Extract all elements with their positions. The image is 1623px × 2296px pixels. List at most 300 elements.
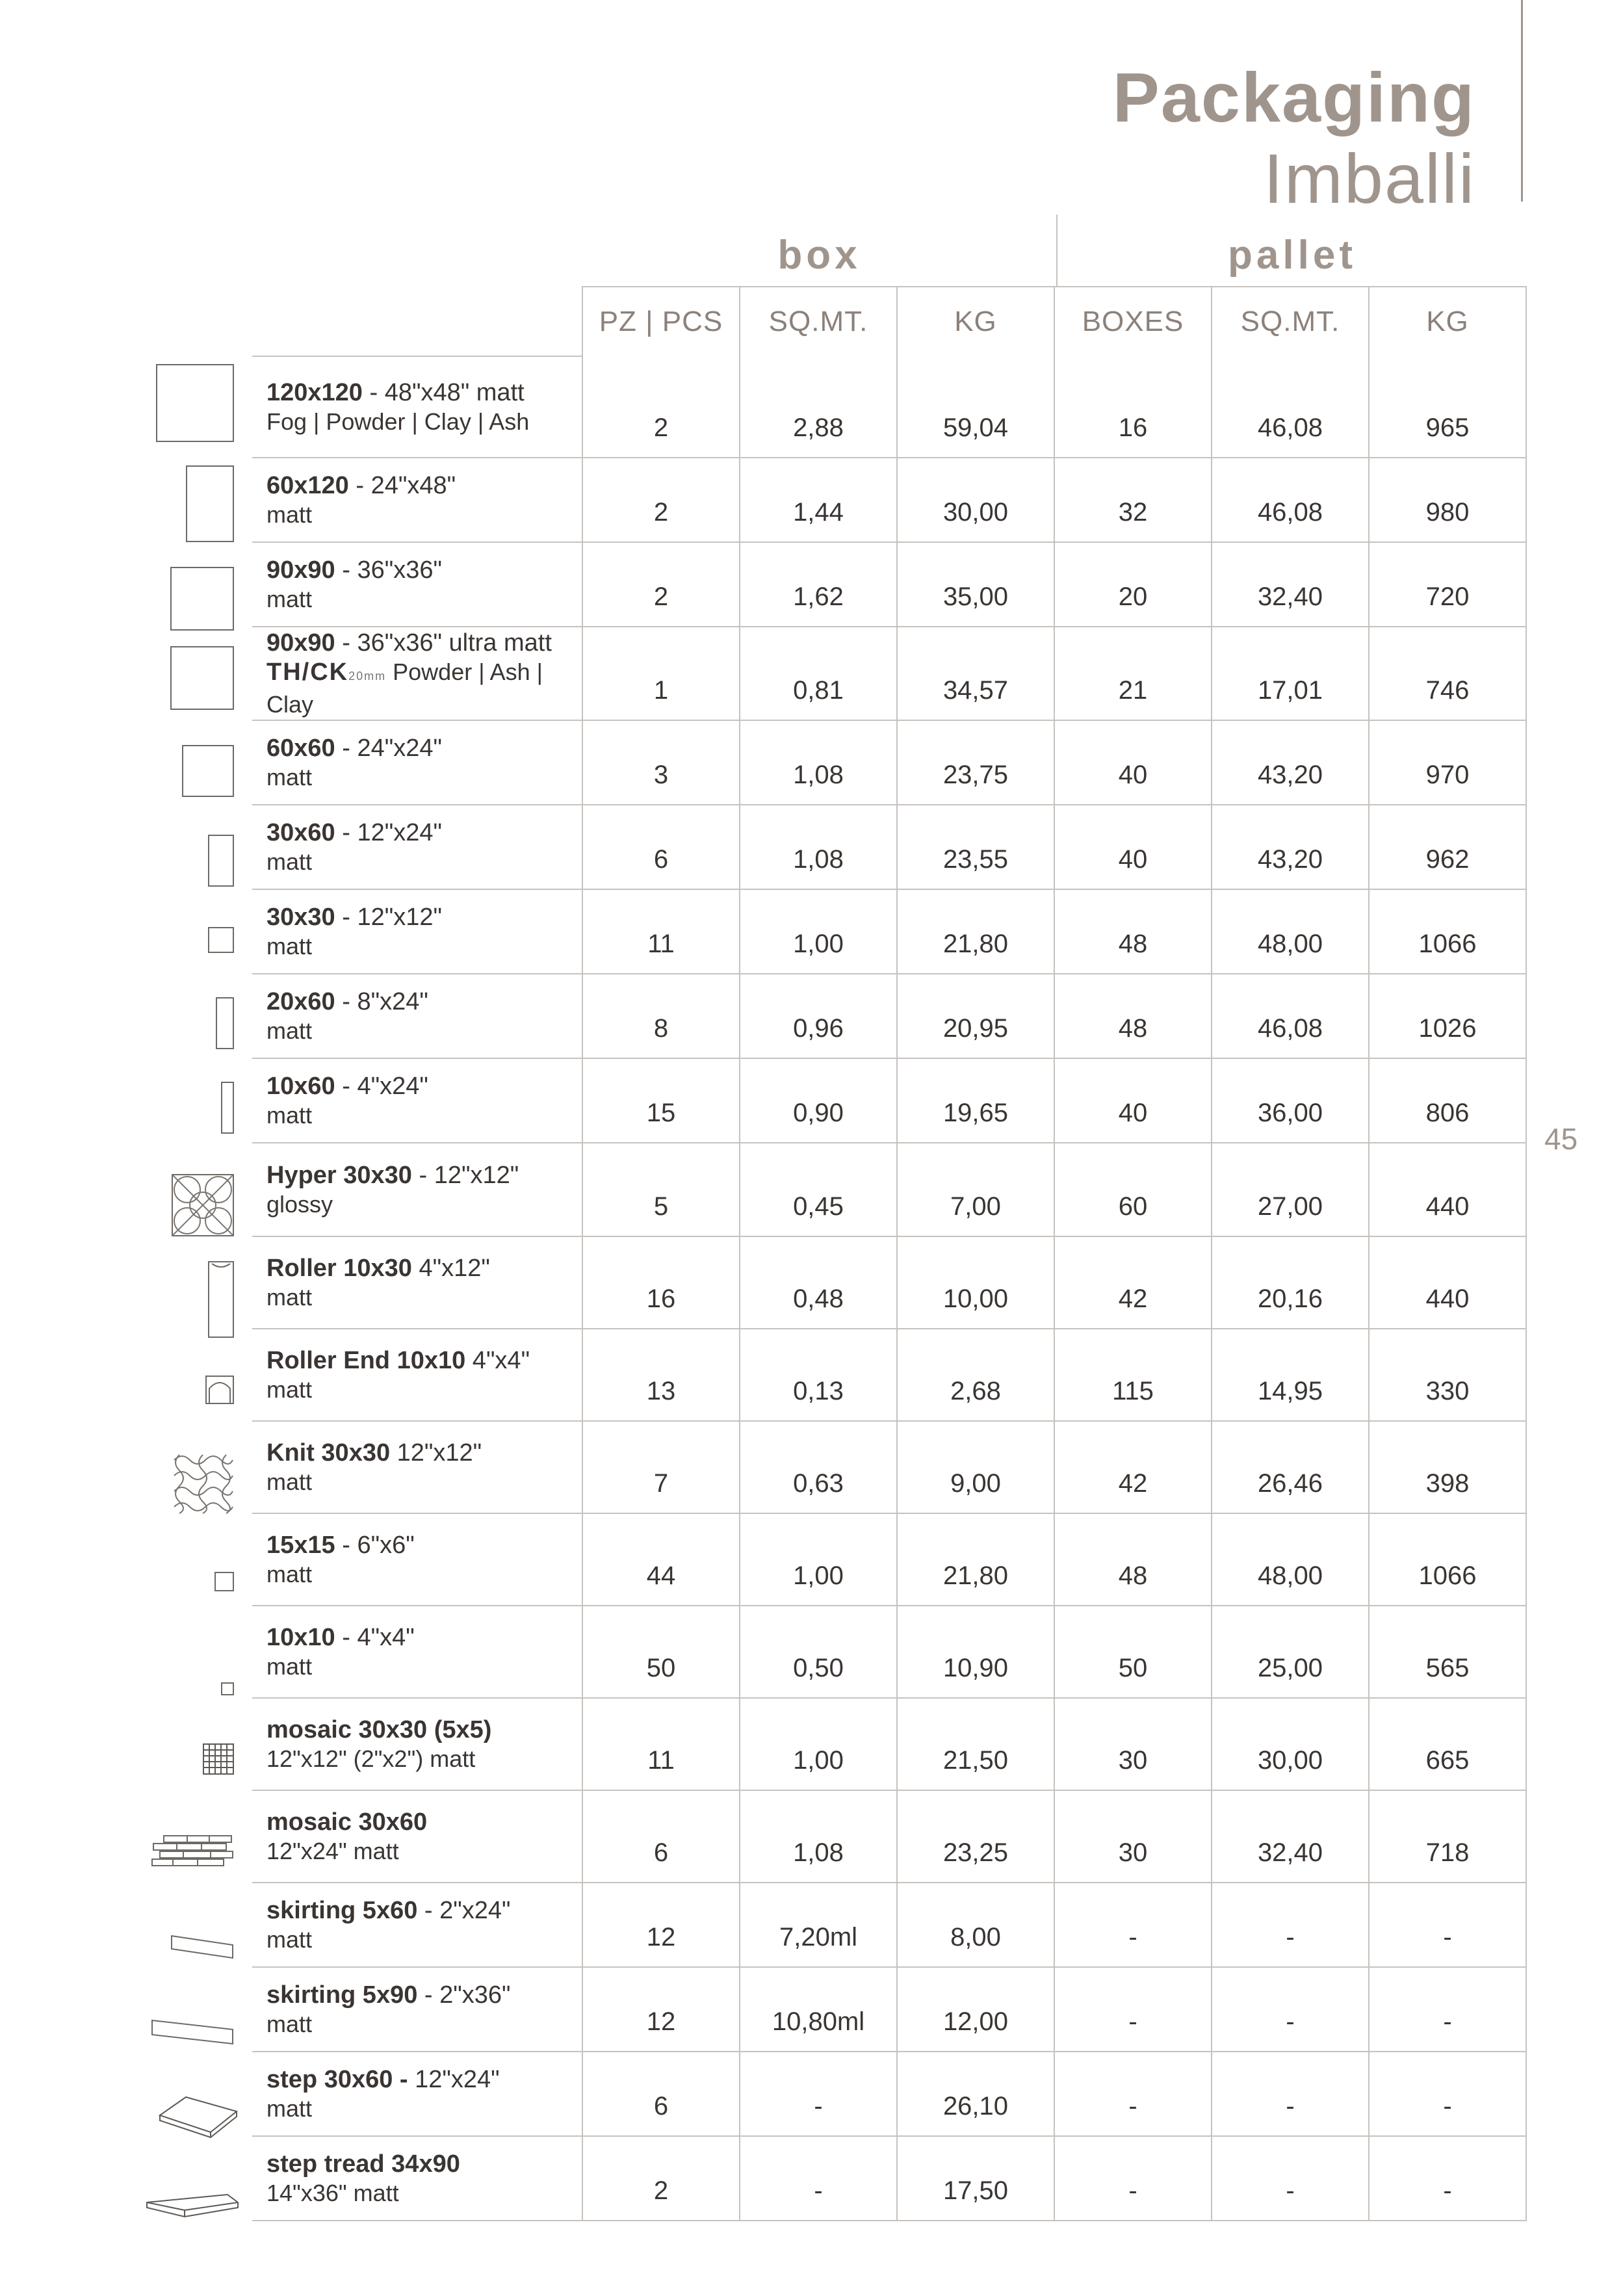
cell-pallet-kg: 962: [1369, 805, 1526, 889]
product-name: [266, 628, 582, 658]
thick-logo: TH/CK: [266, 659, 349, 686]
cell-pallet-kg: 720: [1369, 542, 1526, 627]
product-size: 30x30: [266, 904, 335, 931]
product-description: [252, 1790, 582, 1883]
product-size: Roller End 10x10: [266, 1347, 466, 1374]
cell-box-sqmt: 1,00: [740, 1513, 897, 1606]
thick-logo-mm: 20mm: [348, 670, 387, 683]
cell-pcs: 2: [582, 356, 740, 458]
product-size-detail: - 24"x24": [335, 735, 442, 762]
product-finish: matt: [266, 848, 313, 875]
product-name: [266, 1807, 582, 1837]
product-size: 10x10: [266, 1624, 335, 1651]
product-size: 120x120: [266, 379, 363, 406]
product-line2: [266, 1017, 582, 1045]
product-name: [266, 1071, 582, 1101]
product-description: [252, 542, 582, 627]
product-name: [266, 555, 582, 585]
product-size: skirting 5x90: [266, 1981, 418, 2009]
product-line2: [266, 1837, 582, 1866]
cell-pallet-sqmt: 43,20: [1212, 720, 1369, 805]
step-30x60-icon: [157, 2096, 239, 2139]
product-finish: matt: [266, 2011, 313, 2037]
product-size: 15x15: [266, 1532, 335, 1559]
product-line2: [266, 2179, 582, 2208]
tile-90x90-thick-icon: [170, 646, 234, 710]
product-name: [266, 1623, 582, 1652]
cell-pallet-kg: 980: [1369, 458, 1526, 542]
product-finish: matt: [266, 1468, 313, 1495]
product-size-detail: - 36"x36": [335, 556, 442, 584]
product-description: [252, 1967, 582, 2052]
packaging-table: [252, 286, 1527, 2221]
cell-box-sqmt: 7,20ml: [740, 1883, 897, 1967]
cell-box-kg: 10,00: [897, 1236, 1054, 1329]
cell-box-sqmt: 1,44: [740, 458, 897, 542]
cell-pallet-kg: 965: [1369, 356, 1526, 458]
product-size: 90x90: [266, 629, 335, 657]
hyper-pattern-icon: [172, 1174, 234, 1236]
col-header-pallet-sqmt: SQ.MT.: [1212, 287, 1369, 356]
cell-box-sqmt: 2,88: [740, 356, 897, 458]
product-line2: [266, 501, 582, 529]
cell-pallet-kg: -: [1369, 2136, 1526, 2221]
cell-box-sqmt: 1,62: [740, 542, 897, 627]
product-finish: matt: [266, 1926, 313, 1953]
cell-pallet-kg: 440: [1369, 1143, 1526, 1236]
product-description: [252, 627, 582, 720]
col-header-pallet-kg: KG: [1369, 287, 1526, 356]
product-description: [252, 974, 582, 1058]
product-finish: matt: [266, 501, 313, 528]
cell-pallet-kg: 398: [1369, 1421, 1526, 1513]
cell-boxes: 40: [1054, 1058, 1212, 1143]
page-title: Packaging: [1112, 58, 1475, 137]
product-description: [252, 1883, 582, 1967]
cell-boxes: 20: [1054, 542, 1212, 627]
product-size-detail: - 4"x24": [335, 1073, 428, 1100]
tile-60x60-icon: [182, 745, 234, 797]
table-row: [252, 1236, 1526, 1329]
product-name: [266, 1160, 582, 1190]
cell-pallet-sqmt: -: [1212, 1967, 1369, 2052]
cell-pallet-kg: 806: [1369, 1058, 1526, 1143]
table-row: [252, 627, 1526, 720]
page-number: 45: [1544, 1122, 1578, 1156]
cell-pcs: 1: [582, 627, 740, 720]
table-row: [252, 2052, 1526, 2136]
cell-pcs: 15: [582, 1058, 740, 1143]
cell-pcs: 12: [582, 1967, 740, 2052]
product-name: [266, 987, 582, 1017]
product-size-detail: - 4"x4": [335, 1624, 415, 1651]
cell-box-kg: 20,95: [897, 974, 1054, 1058]
product-finish: 12"x12" (2"x2") matt: [266, 1745, 476, 1772]
product-name: [266, 1896, 582, 1925]
table-row: [252, 1513, 1526, 1606]
cell-pcs: 2: [582, 542, 740, 627]
cell-boxes: -: [1054, 1883, 1212, 1967]
table-row: [252, 1606, 1526, 1698]
product-finish: Fog | Powder | Clay | Ash: [266, 408, 530, 435]
product-finish: Powder | Ash | Clay: [266, 659, 543, 718]
product-size: 60x120: [266, 472, 349, 499]
product-name: [266, 1346, 582, 1376]
roller-10x30-icon: [208, 1261, 234, 1338]
cell-box-kg: 21,80: [897, 1513, 1054, 1606]
product-size-detail: - 12"x12": [411, 1162, 519, 1189]
skirting-5x90-icon: [151, 2019, 234, 2045]
product-size: mosaic 30x30 (5x5): [266, 1716, 492, 1743]
product-finish: matt: [266, 933, 313, 959]
cell-box-kg: 26,10: [897, 2052, 1054, 2136]
tile-60x120-icon: [186, 465, 234, 542]
cell-box-sqmt: -: [740, 2136, 897, 2221]
cell-boxes: 30: [1054, 1698, 1212, 1790]
product-name: [266, 1980, 582, 2010]
cell-box-kg: 2,68: [897, 1329, 1054, 1421]
cell-box-kg: 10,90: [897, 1606, 1054, 1698]
cell-box-kg: 30,00: [897, 458, 1054, 542]
cell-pallet-sqmt: 32,40: [1212, 1790, 1369, 1883]
table-row: [252, 889, 1526, 974]
product-description: [252, 458, 582, 542]
product-finish: 14"x36" matt: [266, 2180, 399, 2206]
cell-pallet-sqmt: 48,00: [1212, 1513, 1369, 1606]
cell-boxes: 40: [1054, 720, 1212, 805]
cell-boxes: 16: [1054, 356, 1212, 458]
cell-boxes: 42: [1054, 1421, 1212, 1513]
product-finish: matt: [266, 1284, 313, 1311]
cell-pallet-kg: -: [1369, 1883, 1526, 1967]
product-name: [266, 1530, 582, 1560]
product-line2: [266, 1560, 582, 1589]
product-name: [266, 818, 582, 848]
cell-box-kg: 17,50: [897, 2136, 1054, 2221]
tile-10x60-icon: [221, 1082, 234, 1134]
cell-pallet-sqmt: 46,08: [1212, 458, 1369, 542]
cell-box-sqmt: 1,08: [740, 805, 897, 889]
product-finish: 12"x24" matt: [266, 1838, 399, 1864]
product-description: [252, 1236, 582, 1329]
product-size-detail: - 2"x24": [417, 1897, 511, 1924]
product-description: [252, 2052, 582, 2136]
cell-boxes: 115: [1054, 1329, 1212, 1421]
product-line2: [266, 658, 582, 719]
tile-90x90-icon: [170, 567, 234, 631]
cell-box-sqmt: 0,81: [740, 627, 897, 720]
product-line2: [266, 932, 582, 961]
table-row: [252, 1967, 1526, 2052]
cell-pcs: 6: [582, 805, 740, 889]
product-name: [266, 902, 582, 932]
table-row: [252, 458, 1526, 542]
cell-pcs: 16: [582, 1236, 740, 1329]
table-row: [252, 974, 1526, 1058]
cell-pallet-sqmt: 46,08: [1212, 356, 1369, 458]
cell-pcs: 44: [582, 1513, 740, 1606]
cell-box-sqmt: 1,08: [740, 1790, 897, 1883]
product-size: Roller 10x30: [266, 1255, 412, 1282]
cell-pallet-sqmt: 25,00: [1212, 1606, 1369, 1698]
tile-120x120-icon: [156, 364, 234, 442]
product-description: [252, 1329, 582, 1421]
product-line2: [266, 2094, 582, 2123]
product-description: [252, 805, 582, 889]
table-row: [252, 805, 1526, 889]
product-size: skirting 5x60: [266, 1897, 418, 1924]
table-row: [252, 542, 1526, 627]
product-line2: [266, 1190, 582, 1219]
title-block: [1113, 59, 1475, 221]
product-size-detail: - 24"x48": [348, 472, 456, 499]
product-size: 20x60: [266, 988, 335, 1015]
product-line2: [266, 585, 582, 614]
cell-box-kg: 21,50: [897, 1698, 1054, 1790]
cell-box-sqmt: 0,13: [740, 1329, 897, 1421]
product-name: [266, 733, 582, 763]
cell-pallet-sqmt: 20,16: [1212, 1236, 1369, 1329]
product-size: 90x90: [266, 556, 335, 584]
cell-pallet-sqmt: 30,00: [1212, 1698, 1369, 1790]
title-rule: [1521, 0, 1523, 202]
product-line2: [266, 2010, 582, 2039]
product-line2: [266, 408, 582, 436]
cell-boxes: 40: [1054, 805, 1212, 889]
cell-box-kg: 7,00: [897, 1143, 1054, 1236]
tile-20x60-icon: [216, 997, 234, 1049]
product-size: 10x60: [266, 1073, 335, 1100]
tile-10x10-icon: [221, 1682, 234, 1695]
cell-boxes: 21: [1054, 627, 1212, 720]
cell-pallet-sqmt: -: [1212, 1883, 1369, 1967]
cell-boxes: 42: [1054, 1236, 1212, 1329]
cell-box-kg: 19,65: [897, 1058, 1054, 1143]
cell-boxes: 30: [1054, 1790, 1212, 1883]
cell-box-kg: 23,55: [897, 805, 1054, 889]
table-row: [252, 1329, 1526, 1421]
cell-pallet-kg: 565: [1369, 1606, 1526, 1698]
product-description: [252, 356, 582, 458]
product-size-detail: 12"x12": [390, 1439, 482, 1467]
tile-30x60-icon: [208, 835, 234, 887]
product-line2: [266, 1376, 582, 1404]
product-finish: matt: [266, 1561, 313, 1587]
cell-boxes: -: [1054, 1967, 1212, 2052]
cell-box-sqmt: 1,00: [740, 1698, 897, 1790]
product-size-detail: - 48"x48" matt: [362, 379, 525, 406]
cell-pcs: 13: [582, 1329, 740, 1421]
cell-box-kg: 59,04: [897, 356, 1054, 458]
col-header-pcs: PZ | PCS: [582, 287, 740, 356]
product-size: 60x60: [266, 735, 335, 762]
product-description: [252, 1606, 582, 1698]
cell-pcs: 2: [582, 458, 740, 542]
product-description: [252, 2136, 582, 2221]
product-line2: [266, 1283, 582, 1312]
cell-box-sqmt: 0,96: [740, 974, 897, 1058]
col-header-boxes: BOXES: [1054, 287, 1212, 356]
step-tread-icon: [146, 2193, 239, 2219]
product-line2: [266, 1745, 582, 1773]
product-size: step tread 34x90: [266, 2150, 460, 2178]
cell-pcs: 6: [582, 1790, 740, 1883]
cell-pallet-kg: 665: [1369, 1698, 1526, 1790]
cell-box-sqmt: -: [740, 2052, 897, 2136]
product-finish: matt: [266, 764, 313, 790]
cell-pcs: 8: [582, 974, 740, 1058]
product-finish: matt: [266, 1653, 313, 1680]
product-name: [266, 2149, 582, 2179]
header-blank: [252, 287, 582, 356]
product-finish: matt: [266, 1017, 313, 1044]
product-size-detail: - 12"x24": [335, 819, 442, 846]
skirting-5x60-icon: [170, 1935, 234, 1959]
mosaic-5x5-icon: [203, 1743, 234, 1775]
product-size-detail: 4"x4": [465, 1347, 530, 1374]
cell-boxes: 32: [1054, 458, 1212, 542]
cell-pallet-sqmt: 36,00: [1212, 1058, 1369, 1143]
product-size: 30x60: [266, 819, 335, 846]
page-subtitle: Imballi: [1263, 139, 1475, 218]
cell-pallet-kg: 970: [1369, 720, 1526, 805]
tile-30x30-icon: [208, 927, 234, 953]
cell-pallet-kg: -: [1369, 2052, 1526, 2136]
cell-box-kg: 34,57: [897, 627, 1054, 720]
cell-box-sqmt: 1,08: [740, 720, 897, 805]
cell-pallet-sqmt: 43,20: [1212, 805, 1369, 889]
cell-pcs: 2: [582, 2136, 740, 2221]
group-header-box: box: [777, 233, 861, 278]
cell-box-kg: 35,00: [897, 542, 1054, 627]
cell-boxes: 60: [1054, 1143, 1212, 1236]
cell-boxes: -: [1054, 2136, 1212, 2221]
product-size-detail: - 36"x36" ultra matt: [335, 629, 552, 657]
cell-box-kg: 12,00: [897, 1967, 1054, 2052]
cell-box-kg: 21,80: [897, 889, 1054, 974]
cell-box-sqmt: 10,80ml: [740, 1967, 897, 2052]
group-header-pallet: pallet: [1228, 233, 1357, 278]
cell-pallet-kg: -: [1369, 1967, 1526, 2052]
product-finish: matt: [266, 586, 313, 612]
roller-end-icon: [205, 1376, 234, 1404]
product-description: [252, 1143, 582, 1236]
cell-pallet-sqmt: 14,95: [1212, 1329, 1369, 1421]
product-description: [252, 889, 582, 974]
cell-box-kg: 23,75: [897, 720, 1054, 805]
product-name: [266, 1438, 582, 1468]
table-row: [252, 1143, 1526, 1236]
cell-pallet-sqmt: 46,08: [1212, 974, 1369, 1058]
table-row: [252, 2136, 1526, 2221]
product-finish: matt: [266, 1102, 313, 1128]
product-name: [266, 1715, 582, 1745]
cell-pcs: 11: [582, 889, 740, 974]
product-name: [266, 378, 582, 408]
cell-box-sqmt: 1,00: [740, 889, 897, 974]
product-finish: matt: [266, 2095, 313, 2122]
product-size-detail: 4"x12": [411, 1255, 490, 1282]
cell-pcs: 3: [582, 720, 740, 805]
cell-pallet-kg: 1066: [1369, 1513, 1526, 1606]
cell-box-kg: 8,00: [897, 1883, 1054, 1967]
cell-pallet-sqmt: 27,00: [1212, 1143, 1369, 1236]
product-finish: glossy: [266, 1191, 333, 1218]
product-size: step 30x60 -: [266, 2066, 408, 2093]
cell-boxes: 48: [1054, 1513, 1212, 1606]
cell-boxes: 48: [1054, 974, 1212, 1058]
product-line2: [266, 1925, 582, 1954]
product-size: Knit 30x30: [266, 1439, 391, 1467]
cell-box-kg: 9,00: [897, 1421, 1054, 1513]
cell-pallet-sqmt: -: [1212, 2136, 1369, 2221]
cell-pallet-kg: 330: [1369, 1329, 1526, 1421]
product-description: [252, 1058, 582, 1143]
product-size-detail: - 8"x24": [335, 988, 428, 1015]
table-row: [252, 1883, 1526, 1967]
cell-pallet-kg: 1066: [1369, 889, 1526, 974]
product-line2: [266, 763, 582, 792]
cell-boxes: -: [1054, 2052, 1212, 2136]
product-size-detail: - 6"x6": [335, 1532, 415, 1559]
table-row: [252, 1698, 1526, 1790]
cell-pcs: 12: [582, 1883, 740, 1967]
cell-box-sqmt: 0,90: [740, 1058, 897, 1143]
tile-15x15-icon: [214, 1572, 234, 1591]
product-name: [266, 2065, 582, 2094]
cell-pcs: 50: [582, 1606, 740, 1698]
cell-pallet-sqmt: -: [1212, 2052, 1369, 2136]
cell-pcs: 7: [582, 1421, 740, 1513]
product-description: [252, 1421, 582, 1513]
col-header-box-kg: KG: [897, 287, 1054, 356]
cell-pallet-kg: 1026: [1369, 974, 1526, 1058]
table-row: [252, 356, 1526, 458]
product-size-detail: 12"x24": [408, 2066, 500, 2093]
cell-box-sqmt: 0,63: [740, 1421, 897, 1513]
table-row: [252, 1421, 1526, 1513]
product-description: [252, 1698, 582, 1790]
product-line2: [266, 1652, 582, 1681]
product-name: [266, 471, 582, 501]
cell-pallet-sqmt: 32,40: [1212, 542, 1369, 627]
cell-pallet-sqmt: 26,46: [1212, 1421, 1369, 1513]
knit-pattern-icon: [172, 1452, 234, 1515]
product-description: [252, 720, 582, 805]
cell-box-sqmt: 0,48: [740, 1236, 897, 1329]
product-finish: matt: [266, 1376, 313, 1403]
cell-pallet-sqmt: 17,01: [1212, 627, 1369, 720]
cell-pcs: 5: [582, 1143, 740, 1236]
product-size-detail: - 2"x36": [417, 1981, 511, 2009]
cell-pallet-sqmt: 48,00: [1212, 889, 1369, 974]
product-description: [252, 1513, 582, 1606]
table-row: [252, 1790, 1526, 1883]
product-size: Hyper 30x30: [266, 1162, 412, 1189]
col-header-box-sqmt: SQ.MT.: [740, 287, 897, 356]
cell-boxes: 48: [1054, 889, 1212, 974]
cell-box-kg: 23,25: [897, 1790, 1054, 1883]
cell-pallet-kg: 746: [1369, 627, 1526, 720]
product-line2: [266, 1101, 582, 1130]
product-name: [266, 1253, 582, 1283]
product-size-detail: - 12"x12": [335, 904, 442, 931]
cell-box-sqmt: 0,50: [740, 1606, 897, 1698]
product-size: mosaic 30x60: [266, 1808, 428, 1836]
cell-boxes: 50: [1054, 1606, 1212, 1698]
cell-pcs: 6: [582, 2052, 740, 2136]
product-line2: [266, 848, 582, 876]
